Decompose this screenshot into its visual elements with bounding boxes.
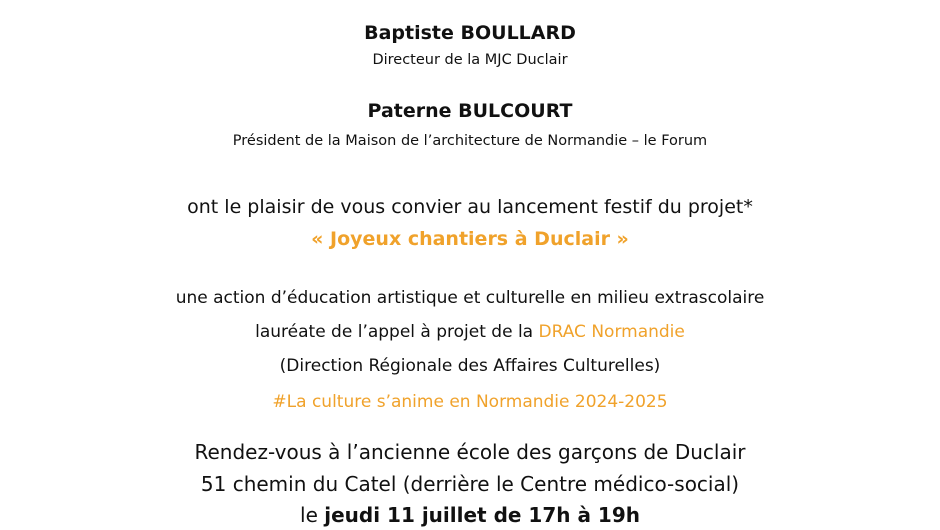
rendezvous-line1: Rendez-vous à l’ancienne école des garçons de Duclair	[194, 440, 746, 464]
description-line2	[0, 322, 940, 342]
drac-normandie-highlight: DRAC Normandie	[538, 322, 685, 342]
description-line2-prefix: lauréate de l’appel à projet de la	[255, 322, 539, 342]
date-bold: jeudi 11 juillet de 17h à 19h	[324, 503, 640, 527]
rendezvous-date	[0, 503, 940, 527]
rendezvous-address: 51 chemin du Catel (derrière le Centre médico-social)	[200, 472, 740, 496]
description-line3: (Direction Régionale des Affaires Culturelles)	[279, 356, 661, 376]
date-prefix: le	[300, 503, 325, 527]
host1-role: Directeur de la MJC Duclair	[372, 52, 568, 68]
description-line1: une action d’éducation artistique et culturelle en milieu extrascolaire	[175, 288, 765, 308]
invitation-text: ont le plaisir de vous convier au lancement festif du projet*	[187, 196, 753, 218]
host1-name: Baptiste BOULLARD	[364, 22, 576, 44]
host2-role: Président de la Maison de l’architecture de Normandie – le Forum	[232, 133, 708, 149]
hashtag: #La culture s’anime en Normandie 2024-2025	[272, 392, 668, 412]
host2-name: Paterne BULCOURT	[367, 100, 573, 122]
project-title: « Joyeux chantiers à Duclair »	[311, 228, 629, 250]
